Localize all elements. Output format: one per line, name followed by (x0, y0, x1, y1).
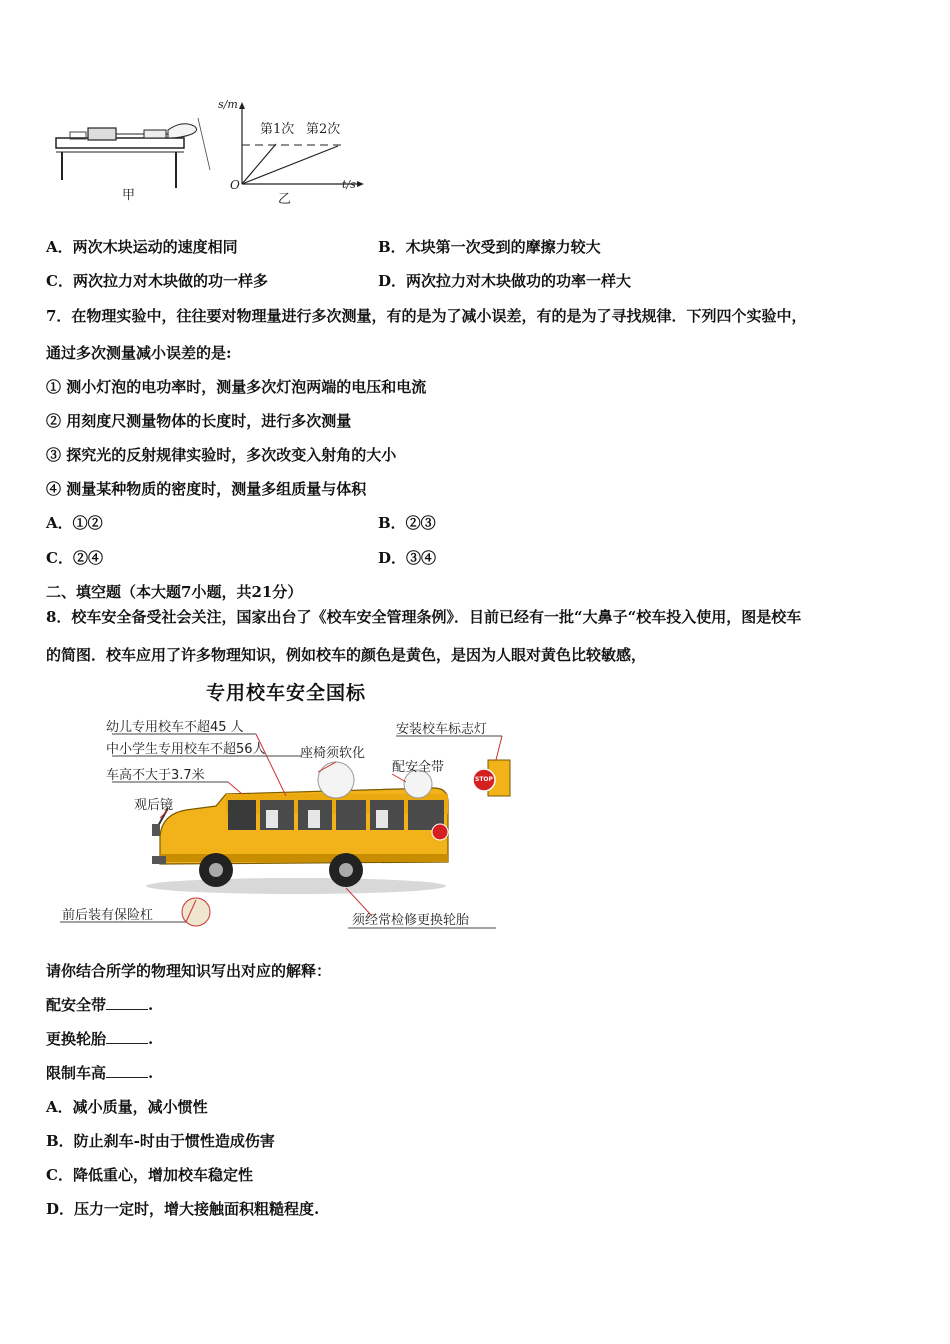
callout-student-limit: 中小学生专用校车不超56人 (106, 742, 266, 757)
answer-blank[interactable] (106, 995, 148, 1010)
q7-option-d: D．③④ (378, 549, 437, 567)
q7-stem-line2: 通过多次测量减小误差的是: (46, 344, 232, 362)
q8-blank-tires (46, 1028, 153, 1049)
bus-figure-title: 专用校车安全国标 (206, 682, 367, 704)
q7-option-b: B．②③ (378, 514, 436, 532)
answer-blank[interactable] (106, 1063, 148, 1078)
q7-option-c: C．②④ (46, 549, 103, 567)
callout-sign-lamp: 安装校车标志灯 (396, 722, 488, 737)
blank-end: . (148, 1030, 154, 1048)
q6-option-b: B．木块第一次受到的摩擦力较大 (378, 238, 601, 256)
section-heading: 二、填空题（本大题7小题，共21分） (46, 583, 303, 601)
q7-option-a: A．①② (46, 514, 103, 532)
q6-y-axis-label: s/m (218, 98, 238, 111)
q8-stem-line1: 8．校车安全备受社会关注，国家出台了《校车安全管理条例》．目前已经有一批“大鼻子“校车投入使用，图是校车 (46, 608, 802, 626)
q6-option-a: A．两次木块运动的速度相同 (46, 238, 238, 256)
q8-stem-line2: 的简图．校车应用了许多物理知识，例如校车的颜色是黄色，是因为人眼对黄色比较敏感， (46, 646, 647, 664)
school-bus-figure (56, 676, 526, 934)
blank-label: 限制车高 (46, 1064, 107, 1082)
q6-line-2 (242, 146, 338, 184)
q6-option-d: D．两次拉力对木块做功的功率一样大 (378, 272, 632, 290)
q6-label-yi: 乙 (278, 192, 292, 207)
q7-stem-line1: 7．在物理实验中，往往要对物理量进行多次测量，有的是为了减小误差，有的是为了寻找规律．下列四个实验中， (46, 307, 807, 325)
answer-blank[interactable] (106, 1029, 148, 1044)
q6-x-axis-label: t/s (342, 178, 356, 191)
callout-mirror: 观后镜 (134, 798, 174, 813)
q6-figure (48, 98, 368, 208)
blank-end: . (148, 1064, 154, 1082)
callout-height-limit: 车高不大于3.7米 (106, 768, 205, 783)
q8-option-d: D．压力一定时，增大接触面积粗糙程度. (46, 1200, 320, 1218)
q8-option-b: B．防止刹车-时由于惯性造成伤害 (46, 1132, 275, 1150)
q6-option-c: C．两次拉力对木块做的功一样多 (46, 272, 268, 290)
school-bus-illustration (56, 676, 526, 934)
blank-label: 配安全带 (46, 996, 107, 1014)
q6-label-jia: 甲 (122, 188, 136, 203)
q7-item-4: ④ 测量某种物质的密度时，测量多组质量与体积 (46, 480, 367, 498)
q6-line1-label: 第1次 (260, 122, 295, 137)
q8-blank-seatbelt (46, 994, 153, 1015)
callout-bumper: 前后装有保险杠 (62, 908, 154, 923)
q7-item-1: ① 测小灯泡的电功率时，测量多次灯泡两端的电压和电流 (46, 378, 427, 396)
q7-item-3: ③ 探究光的反射规律实验时，多次改变入射角的大小 (46, 446, 397, 464)
callout-kindergarten-limit: 幼儿专用校车不超45 人 (106, 720, 244, 735)
blank-label: 更换轮胎 (46, 1030, 107, 1048)
callout-seatbelt: 配安全带 (392, 760, 445, 775)
q8-blank-height (46, 1062, 153, 1083)
q7-item-2: ② 用刻度尺测量物体的长度时，进行多次测量 (46, 412, 352, 430)
callout-tires: 须经常检修更换轮胎 (352, 913, 470, 928)
q8-prompt: 请你结合所学的物理知识写出对应的解释： (46, 962, 332, 980)
q6-origin-label: O (230, 178, 240, 192)
blank-end: . (148, 996, 154, 1014)
q6-line2-label: 第2次 (306, 122, 341, 137)
q8-option-a: A．减小质量，减小惯性 (46, 1098, 208, 1116)
stop-sign-label: STOP (475, 776, 493, 783)
q6-line-1 (242, 144, 276, 184)
callout-soft-seats: 座椅须软化 (300, 746, 366, 761)
q8-option-c: C．降低重心，增加校车稳定性 (46, 1166, 253, 1184)
